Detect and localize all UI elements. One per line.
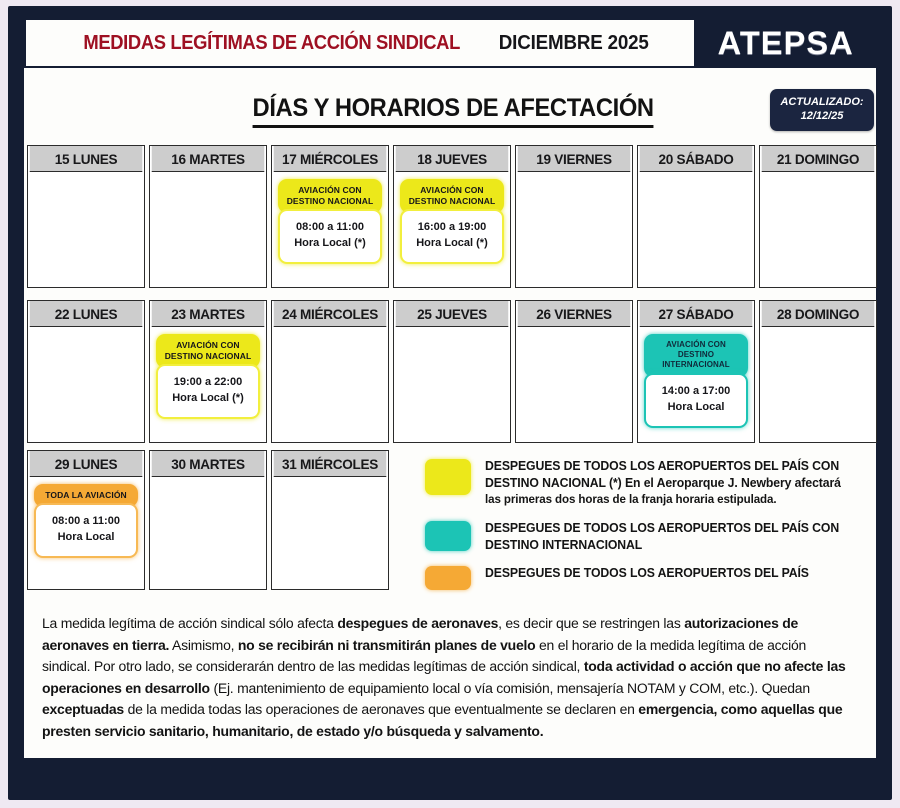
poster-header — [24, 18, 876, 68]
calendar-day-header: 25 JUEVES — [396, 301, 509, 327]
footer-note-segment: (Ej. mantenimiento de equipamiento local o vía comisión, mensajería NOTAM y COM, etc.). Quedan — [209, 680, 810, 697]
measure-card-schedule — [644, 373, 748, 428]
footer-note-segment: despegues de aeronaves — [337, 616, 499, 632]
calendar-day-cell — [637, 300, 755, 443]
footer-note-segment: Asimismo, — [169, 637, 238, 654]
calendar-day-body — [28, 327, 144, 442]
calendar-day-cell — [393, 300, 511, 443]
footer-note-segment: , es decir que se restringen las — [498, 616, 685, 632]
calendar-day-header: 21 DOMINGO — [762, 146, 875, 172]
calendar-day-cell — [515, 145, 633, 288]
calendar-day-body — [150, 477, 266, 589]
measure-card-yellow — [156, 334, 260, 419]
measure-card-timezone: Hora Local (*) — [294, 236, 366, 249]
legend-line: las primeras dos horas de la franja horaria estipulada. — [485, 491, 777, 506]
section-title-row — [24, 84, 876, 140]
calendar-day-cell — [271, 145, 389, 288]
measure-card-yellow — [278, 179, 382, 264]
measure-card-title: AVIACIÓN CON DESTINO INTERNACIONAL — [644, 334, 748, 377]
measure-card-title: TODA LA AVIACIÓN — [34, 484, 138, 507]
measure-card-timezone: Hora Local — [57, 530, 115, 543]
measure-card-title: AVIACIÓN CON DESTINO NACIONAL — [400, 179, 504, 213]
calendar-day-body — [28, 172, 144, 287]
legend-line: DESTINO INTERNACIONAL — [485, 537, 643, 552]
legend-row — [425, 520, 855, 554]
calendar-week-2 — [27, 300, 877, 443]
calendar-day-header: 23 MARTES — [152, 301, 265, 327]
atepsa-logo — [696, 18, 876, 68]
calendar-day-body — [760, 327, 876, 442]
calendar-week-1 — [27, 145, 877, 288]
measure-card-teal — [644, 334, 748, 428]
calendar-day-header: 22 LUNES — [30, 301, 143, 327]
footer-note-segment: toda actividad o acción que no afecte las operaciones en desarrollo — [42, 659, 846, 697]
legend-line: DESPEGUES DE TODOS LOS AEROPUERTOS DEL PAÍS CON — [485, 459, 840, 473]
calendar-day-header: 18 JUEVES — [396, 146, 509, 172]
measure-card-timezone: Hora Local (*) — [416, 236, 488, 249]
updated-badge — [770, 89, 874, 131]
calendar-day-cell — [149, 300, 267, 443]
legend-swatch-orange — [425, 566, 471, 590]
footer-note-segment: de la medida todas las operaciones de aeronaves que eventualmente se declaren en — [123, 702, 639, 719]
calendar-week-3 — [27, 450, 389, 590]
legend-swatch-teal — [425, 521, 471, 551]
calendar-day-header: 20 SÁBADO — [640, 146, 753, 172]
measure-card-schedule — [34, 503, 138, 558]
footer-note-segment: autorizaciones de aeronaves en tierra. — [42, 616, 799, 654]
page-title: DÍAS Y HORARIOS DE AFECTACIÓN — [253, 94, 654, 128]
measure-card-title: AVIACIÓN CON DESTINO NACIONAL — [278, 179, 382, 213]
legend-row — [425, 458, 855, 508]
calendar-day-cell — [27, 300, 145, 443]
footer-note-segment: en el horario de la medida legítima de acción sindical. Por otro lado, se considerarán dentro de las medidas legítimas de acción sindical, — [42, 637, 807, 676]
calendar-day-header: 30 MARTES — [152, 451, 265, 477]
header-title-month: DICIEMBRE 2025 — [498, 31, 649, 54]
calendar-day-body — [150, 172, 266, 287]
calendar-day-body — [272, 172, 388, 287]
updated-badge-date: 12/12/25 — [800, 110, 844, 123]
calendar-day-header: 28 DOMINGO — [762, 301, 875, 327]
calendar-day-body — [150, 327, 266, 442]
measure-card-time: 08:00 a 11:00 — [296, 220, 364, 233]
legend-text — [485, 458, 841, 508]
calendar-day-cell — [759, 145, 877, 288]
measure-card-time: 16:00 a 19:00 — [417, 220, 487, 233]
legend-swatch-yellow — [425, 459, 471, 495]
calendar-day-header: 19 VIERNES — [518, 146, 631, 172]
calendar-day-header: 26 VIERNES — [518, 301, 631, 327]
calendar-day-body — [28, 477, 144, 589]
calendar-day-cell — [149, 145, 267, 288]
calendar-day-cell — [149, 450, 267, 590]
legend-text — [485, 565, 809, 582]
footer-note-segment: no se recibirán ni transmitirán planes de vuelo — [237, 637, 536, 654]
calendar-day-cell — [27, 145, 145, 288]
measure-card-yellow — [400, 179, 504, 264]
calendar-day-header: 27 SÁBADO — [640, 301, 753, 327]
header-title-measures: MEDIDAS LEGÍTIMAS DE ACCIÓN SINDICAL — [82, 31, 460, 54]
calendar-day-header: 31 MIÉRCOLES — [274, 451, 387, 477]
calendar-day-body — [516, 327, 632, 442]
calendar-day-body — [394, 327, 510, 442]
measure-card-schedule — [278, 209, 382, 264]
calendar-day-body — [760, 172, 876, 287]
legend-line: DESPEGUES DE TODOS LOS AEROPUERTOS DEL PAÍS — [485, 566, 809, 581]
legend — [425, 458, 855, 602]
legend-line: DESTINO NACIONAL (*) En el Aeroparque J. Newbery afectará — [485, 475, 841, 490]
measure-card-time: 14:00 a 17:00 — [661, 384, 731, 397]
measure-card-timezone: Hora Local (*) — [172, 391, 244, 404]
measure-card-orange — [34, 484, 138, 558]
calendar-day-body — [638, 172, 754, 287]
calendar-day-header: 17 MIÉRCOLES — [274, 146, 387, 172]
calendar-day-body — [516, 172, 632, 287]
measure-card-time: 19:00 a 22:00 — [173, 375, 243, 388]
header-title-block — [24, 18, 696, 68]
footer-note-segment: emergencia, como aquellas que presten servicio sanitario, humanitario, de estado y/o búsqueda y salvamento. — [42, 702, 843, 740]
atepsa-logo-text: ATEPSA — [717, 24, 855, 61]
calendar-day-header: 15 LUNES — [30, 146, 143, 172]
legend-line: DESPEGUES DE TODOS LOS AEROPUERTOS DEL PAÍS CON — [485, 520, 840, 535]
calendar-day-cell — [27, 450, 145, 590]
legend-text — [485, 520, 839, 554]
calendar-day-cell — [271, 450, 389, 590]
measure-card-schedule — [156, 364, 260, 419]
measure-card-timezone: Hora Local — [667, 400, 725, 413]
measure-card-title: AVIACIÓN CON DESTINO NACIONAL — [156, 334, 260, 368]
calendar-day-header: 24 MIÉRCOLES — [274, 301, 387, 327]
updated-badge-label: ACTUALIZADO: — [780, 96, 864, 108]
calendar-day-header: 29 LUNES — [30, 451, 143, 477]
calendar-day-header: 16 MARTES — [152, 146, 265, 172]
calendar-day-cell — [393, 145, 511, 288]
legend-row — [425, 565, 855, 590]
calendar-day-body — [638, 327, 754, 442]
calendar-day-cell — [515, 300, 633, 443]
calendar-day-body — [272, 327, 388, 442]
calendar-day-cell — [271, 300, 389, 443]
calendar-day-body — [272, 477, 388, 589]
footer-note-segment: exceptuadas — [42, 702, 124, 719]
calendar-day-cell — [759, 300, 877, 443]
measure-card-time: 08:00 a 11:00 — [52, 514, 120, 527]
footer-note-segment: La medida legítima de acción sindical sólo afecta — [42, 616, 338, 632]
footer-note — [42, 614, 846, 743]
calendar-day-cell — [637, 145, 755, 288]
measure-card-schedule — [400, 209, 504, 264]
calendar-day-body — [394, 172, 510, 287]
